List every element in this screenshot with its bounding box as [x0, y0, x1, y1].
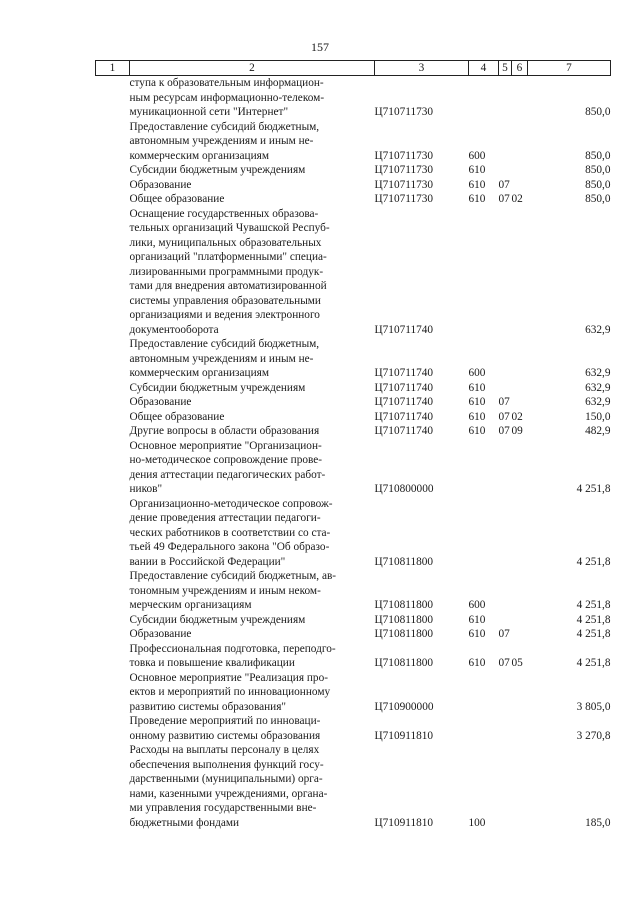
row-section: 07: [498, 193, 510, 205]
row-section: [499, 714, 512, 743]
table-row: [96, 497, 611, 570]
description-line: дарственными (муниципальными) орга-: [129, 773, 323, 785]
description-line: тьей 49 Федерального закона "Об образо-: [129, 541, 330, 553]
description-line: лики, муниципальных образовательных: [129, 236, 322, 249]
description-line: Основное мероприятие "Организацион-: [129, 439, 322, 452]
table-row: [96, 627, 611, 642]
row-subsection: [512, 497, 528, 570]
description-line: ступа к образовательным информацион-: [129, 77, 324, 89]
description-line: Общее образование: [129, 410, 225, 423]
row-description: [130, 120, 375, 164]
description-line: Расходы на выплаты персоналу в целях: [129, 744, 320, 756]
row-target-code: Ц710811800: [374, 613, 434, 626]
row-section: 07: [498, 178, 510, 191]
row-target-code: Ц710711740: [374, 367, 434, 379]
table-row: [96, 439, 611, 497]
row-amount: 850,0: [585, 106, 611, 118]
row-section: 07: [498, 657, 510, 669]
row-subsection: [512, 569, 528, 613]
row-description: [130, 178, 375, 193]
description-line: дения аттестации педагогических работ-: [129, 468, 326, 481]
table-row: [96, 395, 611, 410]
row-description: [130, 381, 375, 396]
description-line: дение проведения аттестации педагоги-: [129, 512, 321, 524]
header-col-5: 5: [499, 61, 512, 76]
header-row: [96, 61, 611, 76]
row-expense-type: 600: [468, 599, 486, 611]
row-target-code: Ц710911810: [374, 729, 434, 742]
description-line: но-методическое сопровождение прове-: [129, 454, 323, 466]
row-expense-type: 610: [468, 425, 486, 437]
row-subsection: 09: [511, 425, 523, 437]
cell-col-1: [96, 439, 130, 497]
header-col-6: 6: [512, 61, 528, 76]
row-amount: 4 251,8: [576, 599, 611, 611]
description-line: ектов и мероприятий по инновационному: [129, 686, 331, 698]
description-line: Основное мероприятие "Реализация про-: [129, 671, 328, 684]
row-section: [499, 207, 512, 338]
description-line: Образование: [129, 628, 192, 640]
row-subsection: 02: [511, 410, 523, 423]
row-subsection: [512, 671, 528, 715]
description-line: Предоставление субсидий бюджетным,: [129, 120, 320, 133]
row-target-code: Ц710711740: [374, 396, 434, 408]
row-description: [130, 671, 375, 715]
cell-col-1: [96, 497, 130, 570]
row-subsection: [512, 76, 528, 120]
cell-col-1: [96, 76, 130, 120]
row-subsection: 05: [511, 657, 523, 669]
row-subsection: [512, 163, 528, 178]
cell-col-1: [96, 424, 130, 439]
table-row: [96, 381, 611, 396]
row-target-code: Ц710711730: [374, 106, 434, 118]
row-description: [130, 642, 375, 671]
cell-col-1: [96, 192, 130, 207]
table-row: [96, 714, 611, 743]
cell-col-1: [96, 120, 130, 164]
row-description: [130, 497, 375, 570]
row-description: [130, 76, 375, 120]
row-amount: 4 251,8: [576, 657, 611, 669]
table-body: [96, 76, 611, 831]
row-subsection: [512, 439, 528, 497]
row-subsection: [512, 743, 528, 830]
table-row: [96, 410, 611, 425]
cell-col-1: [96, 671, 130, 715]
row-target-code: Ц710811800: [374, 599, 434, 611]
row-target-code: Ц710811800: [374, 657, 434, 669]
table-row: [96, 178, 611, 193]
description-line: лизированными программными продук-: [129, 265, 324, 278]
description-line: ческих работников в соответствии со ста-: [129, 526, 331, 539]
table-row: [96, 642, 611, 671]
description-line: коммерческим организациям: [129, 149, 269, 162]
row-target-code: Ц710711730: [374, 149, 434, 162]
row-expense-type: 610: [468, 381, 486, 394]
row-subsection: [512, 613, 528, 628]
description-line: мерческим организациям: [129, 599, 252, 611]
row-section: [499, 569, 512, 613]
row-subsection: [512, 627, 528, 642]
row-expense-type: 100: [468, 816, 486, 829]
row-expense-type: 610: [468, 613, 486, 626]
row-amount: 482,9: [585, 425, 611, 437]
row-amount: 632,9: [585, 396, 611, 408]
row-expense-type: 610: [468, 178, 486, 191]
row-section: [499, 163, 512, 178]
budget-table: [95, 60, 611, 830]
row-section: [499, 439, 512, 497]
row-description: [130, 163, 375, 178]
description-line: Проведение мероприятий по инноваци-: [129, 715, 321, 727]
row-expense-type: 600: [468, 367, 486, 379]
description-line: тономным учреждениям и иным неком-: [129, 584, 321, 597]
row-target-code: Ц710711730: [374, 193, 434, 205]
row-amount: 850,0: [585, 178, 611, 191]
row-description: [130, 395, 375, 410]
row-target-code: Ц710711740: [374, 410, 434, 423]
row-target-code: Ц710711740: [374, 425, 434, 437]
row-amount: 3 270,8: [576, 729, 611, 742]
description-line: Общее образование: [129, 193, 225, 205]
cell-col-1: [96, 410, 130, 425]
row-expense-type: [469, 76, 499, 120]
row-section: 07: [498, 425, 510, 437]
header-col-4: 4: [469, 61, 499, 76]
row-description: [130, 743, 375, 830]
row-amount: 850,0: [585, 149, 611, 162]
description-line: ным ресурсам информационно-телеком-: [129, 91, 325, 104]
row-section: [499, 613, 512, 628]
description-line: вании в Российской Федерации": [129, 555, 286, 568]
row-target-code: Ц710711740: [374, 323, 434, 336]
row-expense-type: [469, 714, 499, 743]
row-expense-type: 610: [468, 657, 486, 669]
cell-col-1: [96, 395, 130, 410]
description-line: Организационно-методическое сопровож-: [129, 497, 333, 510]
row-section: 07: [498, 396, 510, 408]
row-target-code: Ц710811800: [374, 555, 434, 568]
row-amount: 632,9: [585, 323, 611, 336]
row-section: 07: [498, 628, 510, 640]
cell-col-1: [96, 178, 130, 193]
description-line: нами, казенными учреждениями, органа-: [129, 787, 328, 800]
row-expense-type: [469, 207, 499, 338]
row-target-code: Ц710711730: [374, 164, 434, 176]
row-description: [130, 410, 375, 425]
row-expense-type: [469, 671, 499, 715]
row-amount: 850,0: [585, 193, 611, 205]
row-target-code: Ц710811800: [374, 628, 434, 640]
description-line: Другие вопросы в области образования: [129, 425, 320, 437]
cell-col-1: [96, 642, 130, 671]
header-col-7: 7: [528, 61, 611, 76]
row-expense-type: 610: [468, 396, 486, 408]
row-subsection: [512, 714, 528, 743]
row-section: [499, 671, 512, 715]
header-col-3: 3: [375, 61, 469, 76]
row-section: [499, 120, 512, 164]
description-line: тельных организаций Чувашской Респуб-: [129, 222, 330, 234]
table-row: [96, 424, 611, 439]
row-amount: 632,9: [585, 367, 611, 379]
row-description: [130, 424, 375, 439]
row-expense-type: [469, 497, 499, 570]
row-section: [499, 743, 512, 830]
description-line: ми управления государственными вне-: [129, 802, 317, 814]
row-subsection: [512, 395, 528, 410]
row-subsection: [512, 207, 528, 338]
row-section: [499, 381, 512, 396]
row-section: [499, 497, 512, 570]
description-line: системы управления образовательными: [129, 294, 321, 307]
description-line: Субсидии бюджетным учреждениям: [129, 613, 306, 626]
row-subsection: [512, 120, 528, 164]
row-amount: 4 251,8: [576, 483, 611, 495]
table-row: [96, 163, 611, 178]
row-expense-type: 610: [468, 628, 486, 640]
description-line: онному развитию системы образования: [129, 729, 321, 742]
description-line: автономным учреждениям и иным не-: [129, 352, 314, 365]
cell-col-1: [96, 207, 130, 338]
cell-col-1: [96, 613, 130, 628]
row-description: [130, 337, 375, 381]
row-expense-type: 610: [468, 164, 486, 176]
row-amount: 850,0: [585, 164, 611, 176]
cell-col-1: [96, 569, 130, 613]
description-line: товка и повышение квалификации: [129, 657, 295, 669]
row-description: [130, 192, 375, 207]
description-line: Предоставление субсидий бюджетным, ав-: [129, 570, 337, 582]
description-line: ников": [129, 483, 163, 495]
row-subsection: [512, 337, 528, 381]
table-row: [96, 613, 611, 628]
cell-col-1: [96, 337, 130, 381]
table-row: [96, 76, 611, 120]
row-amount: 4 251,8: [576, 628, 611, 640]
table-row: [96, 671, 611, 715]
row-amount: 3 805,0: [576, 700, 611, 713]
cell-col-1: [96, 627, 130, 642]
description-line: развитию системы образования": [129, 700, 287, 713]
row-description: [130, 627, 375, 642]
description-line: автономным учреждениям и иным не-: [129, 135, 314, 147]
description-line: Субсидии бюджетным учреждениям: [129, 381, 306, 394]
cell-col-1: [96, 743, 130, 830]
description-line: Профессиональная подготовка, переподго-: [129, 642, 336, 655]
row-section: [499, 337, 512, 381]
row-description: [130, 569, 375, 613]
row-target-code: Ц710911810: [374, 816, 434, 829]
row-section: 07: [498, 410, 510, 423]
description-line: Образование: [129, 178, 192, 191]
row-amount: 632,9: [585, 381, 611, 394]
description-line: Образование: [129, 396, 192, 408]
table-row: [96, 192, 611, 207]
row-amount: 150,0: [585, 410, 611, 423]
row-amount: 185,0: [585, 816, 611, 829]
page-number: 157: [311, 40, 329, 54]
cell-col-1: [96, 163, 130, 178]
table-row: [96, 743, 611, 830]
header-col-1: 1: [96, 61, 130, 76]
row-description: [130, 207, 375, 338]
description-line: организациями и ведения электронного: [129, 309, 320, 321]
row-subsection: [512, 178, 528, 193]
row-description: [130, 439, 375, 497]
description-line: тами для внедрения автоматизированной: [129, 280, 327, 292]
description-line: документооборота: [129, 323, 219, 336]
description-line: Оснащение государственных образова-: [129, 207, 319, 220]
row-section: [499, 76, 512, 120]
row-amount: 4 251,8: [576, 555, 611, 568]
row-subsection: [512, 381, 528, 396]
row-target-code: Ц710711730: [374, 178, 434, 191]
cell-col-1: [96, 381, 130, 396]
description-line: обеспечения выполнения функций госу-: [129, 758, 324, 771]
row-subsection: 02: [511, 193, 523, 205]
description-line: бюджетными фондами: [129, 816, 240, 829]
description-line: Субсидии бюджетным учреждениям: [129, 164, 306, 176]
header-col-2: 2: [130, 61, 375, 76]
table-row: [96, 120, 611, 164]
table-row: [96, 207, 611, 338]
row-expense-type: [469, 439, 499, 497]
cell-col-1: [96, 714, 130, 743]
row-target-code: Ц710711740: [374, 381, 434, 394]
row-target-code: Ц710900000: [374, 700, 434, 713]
description-line: муникационной сети "Интернет": [129, 106, 289, 118]
description-line: организаций "платформенными" специа-: [129, 251, 327, 263]
table-row: [96, 337, 611, 381]
row-description: [130, 714, 375, 743]
table-row: [96, 569, 611, 613]
description-line: Предоставление субсидий бюджетным,: [129, 338, 320, 350]
row-amount: 4 251,8: [576, 613, 611, 626]
row-target-code: Ц710800000: [374, 483, 434, 495]
row-expense-type: 610: [468, 410, 486, 423]
row-expense-type: 610: [468, 193, 486, 205]
row-description: [130, 613, 375, 628]
description-line: коммерческим организациям: [129, 367, 269, 379]
row-expense-type: 600: [468, 149, 486, 162]
